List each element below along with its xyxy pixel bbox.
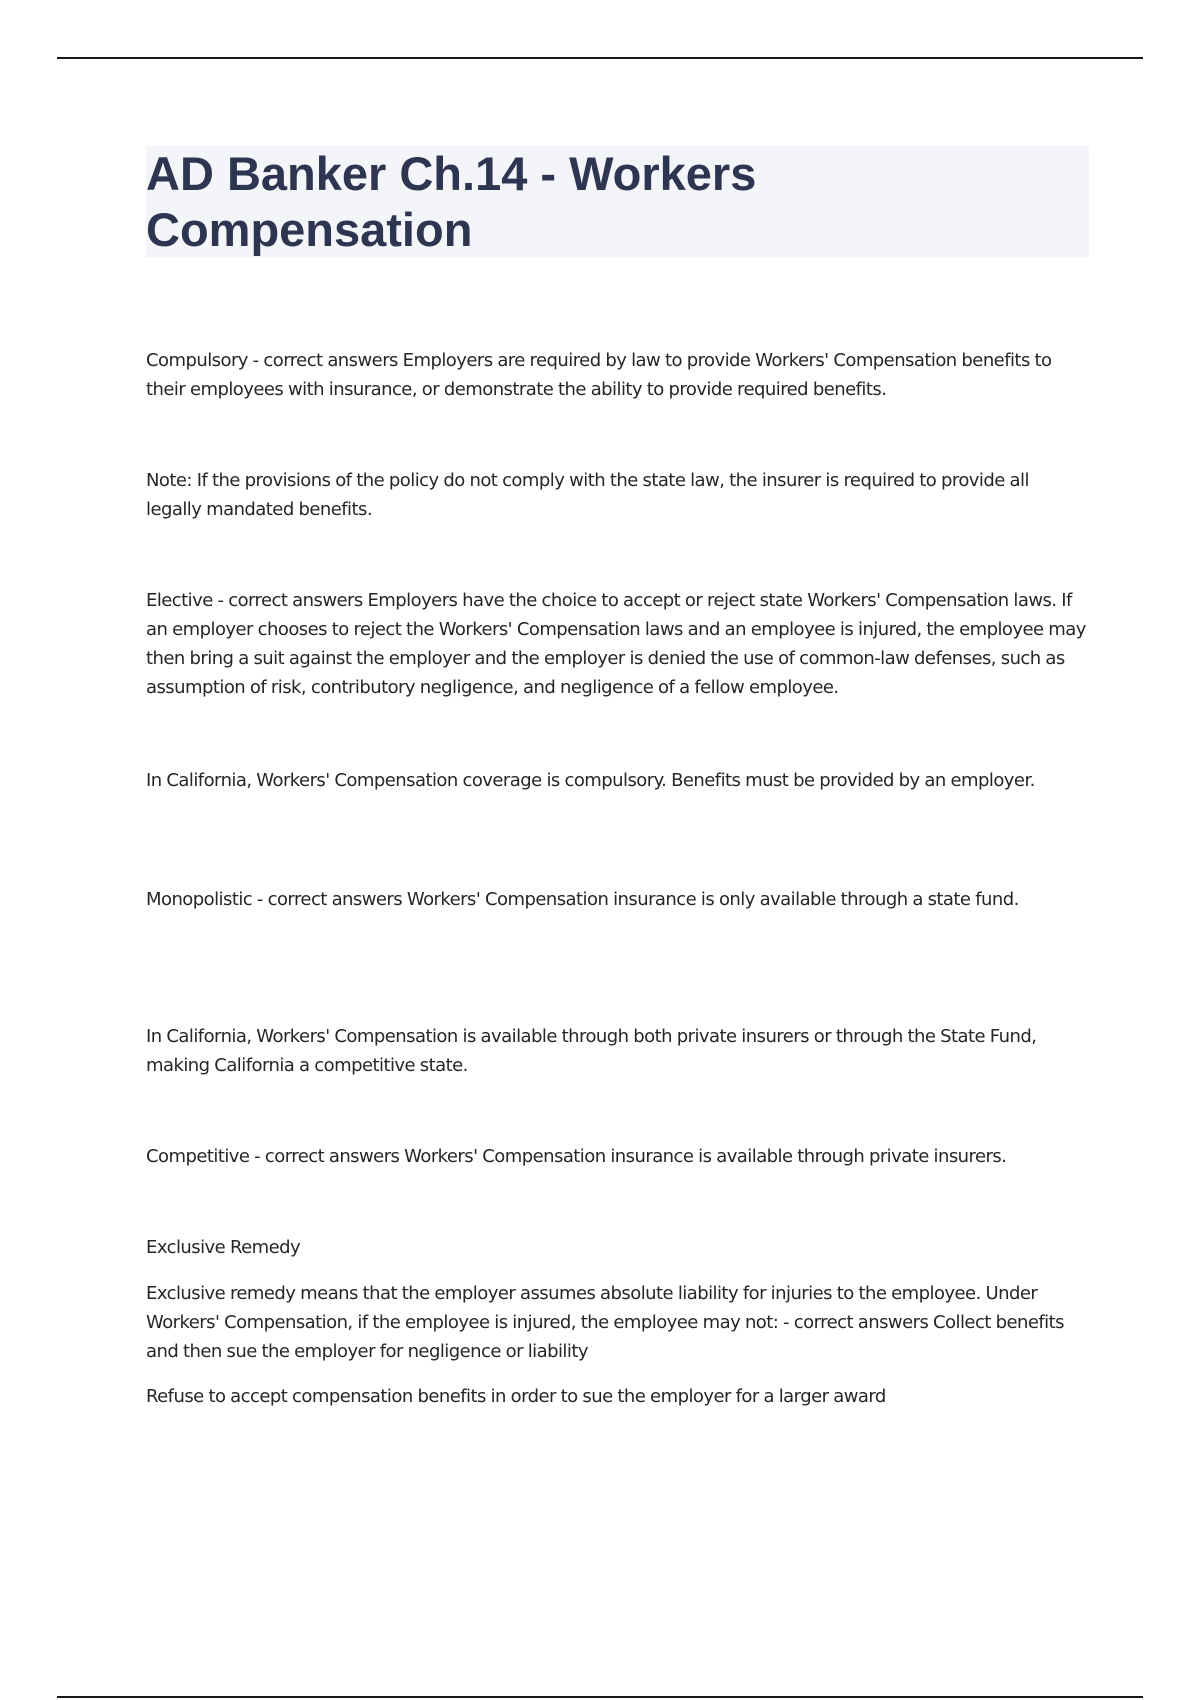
paragraph-note: Note: If the provisions of the policy do not comply with the state law, the insurer is required to provide all legally mandated benefits. — [146, 470, 1029, 520]
paragraph-california-compulsory: In California, Workers' Compensation coverage is compulsory. Benefits must be provided by an employer. — [146, 770, 1035, 791]
paragraph-elective: Elective - correct answers Employers have the choice to accept or reject state Workers' Compensation laws. If an employer chooses to reject the Workers' Compensation laws and an employee is injured, the employee may then bring a suit against the employer and the employer is denied the use of common-law defenses, such as assumption of risk, contributory negligence, and negligence of a fellow employee. — [146, 590, 1086, 698]
document-title: AD Banker Ch.14 - Workers Compensation — [146, 147, 757, 256]
paragraph-exclusive-remedy-heading: Exclusive Remedy — [146, 1237, 301, 1258]
top-divider — [57, 57, 1143, 59]
paragraph-competitive: Competitive - correct answers Workers' Compensation insurance is available through private insurers. — [146, 1146, 1007, 1167]
paragraph-monopolistic: Monopolistic - correct answers Workers' Compensation insurance is only available through a state fund. — [146, 889, 1019, 910]
paragraph-california-competitive: In California, Workers' Compensation is available through both private insurers or through the State Fund, making California a competitive state. — [146, 1026, 1037, 1076]
paragraph-compulsory: Compulsory - correct answers Employers are required by law to provide Workers' Compensation benefits to their employees with insurance, or demonstrate the ability to provide required benefits. — [146, 350, 1052, 400]
paragraph-exclusive-remedy: Exclusive remedy means that the employer assumes absolute liability for injuries to the employee. Under Workers' Compensation, if the employee is injured, the employee may not: - correct answers Collect benefits and then sue the employer for negligence or liability — [146, 1283, 1064, 1362]
paragraph-refuse-compensation: Refuse to accept compensation benefits in order to sue the employer for a larger award — [146, 1386, 886, 1407]
bottom-divider — [57, 1696, 1143, 1698]
